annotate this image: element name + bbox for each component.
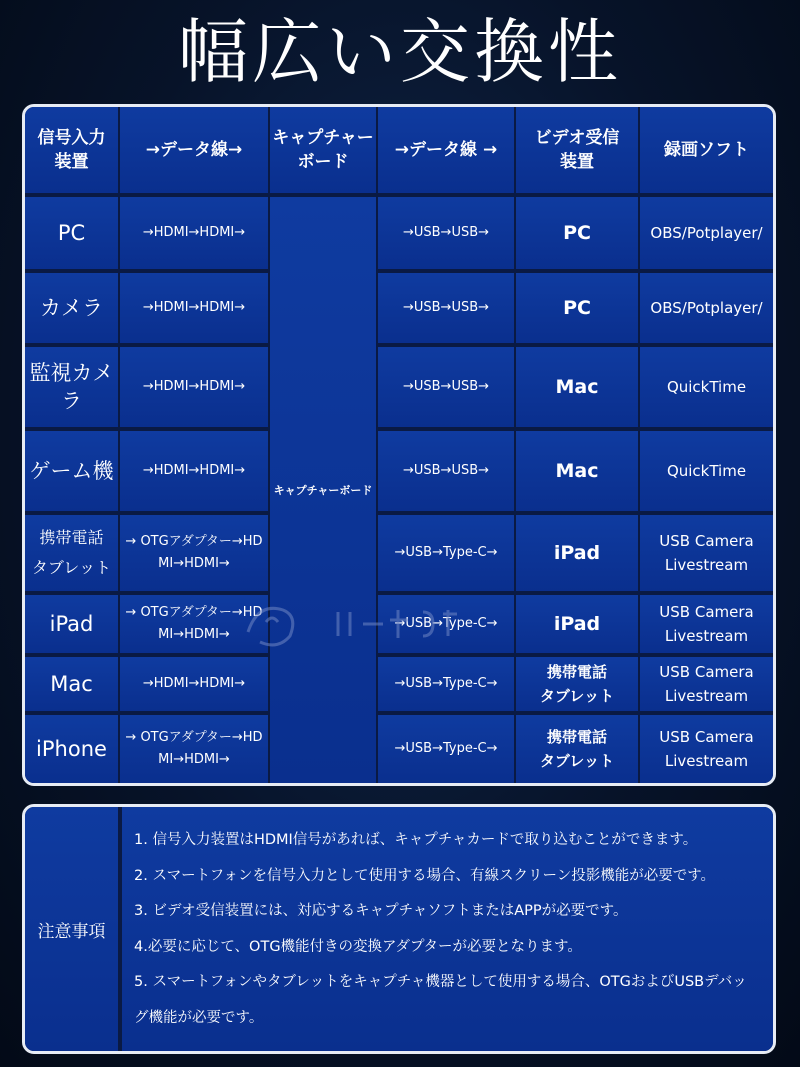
table-cell-device: ゲーム機 [25,431,118,511]
table-cell-receiver: 携帯電話 タブレット [516,657,638,711]
note-line: 5. スマートフォンやタブレットをキャプチャ機器として使用する場合、OTGおよびUSBデバッ [134,974,747,990]
note-line: グ機能が必要です。 [134,1009,264,1026]
note-line: 3. ビデオ受信装置には、対応するキャプチャソフトまたはAPPが必要です。 [134,903,628,919]
table-cell-software: USB Camera Livestream [640,595,773,653]
header-cell: →データ線 → [378,107,514,193]
header-cell: ビデオ受信 装置 [516,107,638,193]
table-cell-receiver: Mac [516,431,638,511]
notes-panel [22,804,776,1054]
table-cell-output-conn: →USB→USB→ [378,347,514,427]
table-cell-receiver: PC [516,197,638,269]
table-cell-device: 携帯電話 タブレット [25,515,118,591]
note-line: 2. スマートフォンを信号入力として使用する場合、有線スクリーン投影機能が必要です。 [134,867,716,884]
table-cell-device: Mac [25,657,118,711]
table-cell-software: QuickTime [640,347,773,427]
table-cell-receiver: Mac [516,347,638,427]
table-cell-input-conn: → OTGアダプター→HD MI→HDMI→ [120,715,268,783]
table-cell-software: USB Camera Livestream [640,657,773,711]
table-cell-device: 監視カメラ [25,347,118,427]
table-cell-output-conn: →USB→USB→ [378,431,514,511]
header-cell: 録画ソフト [640,107,773,193]
table-cell-device: PC [25,197,118,269]
table-cell-software: OBS/Potplayer/ [640,197,773,269]
capture-board-cell: キャプチャーボード [270,197,376,783]
table-cell-input-conn: → OTGアダプター→HD MI→HDMI→ [120,595,268,653]
notes-body [122,807,773,1051]
compatibility-table [22,104,776,786]
table-cell-input-conn: →HDMI→HDMI→ [120,273,268,343]
table-cell-software: OBS/Potplayer/ [640,273,773,343]
page-title: 幅広い交換性 [178,11,622,93]
table-cell-software: USB Camera Livestream [640,515,773,591]
header-cell: 信号入力 装置 [25,107,118,193]
table-cell-input-conn: → OTGアダプター→HD MI→HDMI→ [120,515,268,591]
table-cell-input-conn: →HDMI→HDMI→ [120,657,268,711]
table-cell-software: QuickTime [640,431,773,511]
table-cell-receiver: iPad [516,595,638,653]
note-line: 1. 信号入力装置はHDMI信号があれば、キャプチャカードで取り込むことができます。 [134,832,698,848]
table-cell-device: iPhone [25,715,118,783]
table-cell-input-conn: →HDMI→HDMI→ [120,347,268,427]
header-cell: →データ線→ [120,107,268,193]
notes-label: 注意事項 [25,807,120,1051]
table-cell-input-conn: →HDMI→HDMI→ [120,431,268,511]
table-cell-receiver: 携帯電話 タブレット [516,715,638,783]
table-cell-receiver: PC [516,273,638,343]
table-cell-output-conn: →USB→Type-C→ [378,715,514,783]
table-cell-receiver: iPad [516,515,638,591]
table-cell-device: iPad [25,595,118,653]
note-line: 4.必要に応じて、OTG機能付きの変換アダプターが必要となります。 [134,938,582,955]
table-cell-output-conn: →USB→USB→ [378,197,514,269]
table-cell-output-conn: →USB→Type-C→ [378,595,514,653]
table-cell-output-conn: →USB→USB→ [378,273,514,343]
table-cell-input-conn: →HDMI→HDMI→ [120,197,268,269]
table-cell-device: カメラ [25,273,118,343]
table-cell-software: USB Camera Livestream [640,715,773,783]
header-cell: キャプチャー ボード [270,107,376,193]
table-cell-output-conn: →USB→Type-C→ [378,657,514,711]
table-cell-output-conn: →USB→Type-C→ [378,515,514,591]
